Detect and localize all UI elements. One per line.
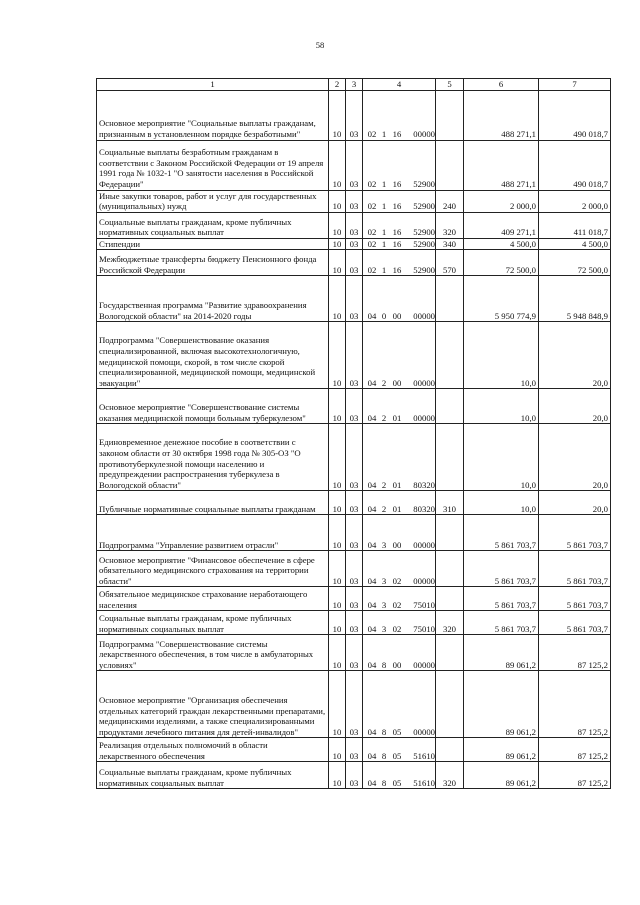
section-code: 10: [329, 90, 346, 140]
target-article-code: [363, 738, 436, 762]
code-part: 51610: [413, 777, 435, 788]
row-name: Стипендии: [97, 238, 329, 250]
expense-type: [436, 738, 464, 762]
target-article-code: [363, 611, 436, 635]
row-name: Социальные выплаты безработным гражданам в соответствии с Законом Российской Федерации от 19 апреля 1991 года № 1032-1 "О занятости населения в Российской Федерации": [97, 140, 329, 190]
amount-year-1: 488 271,1: [464, 140, 539, 190]
row-name: Обязательное медицинское страхование неработающего населения: [97, 587, 329, 611]
amount-year-1: 409 271,1: [464, 212, 539, 238]
code-part: 16: [392, 264, 402, 275]
section-code: 10: [329, 238, 346, 250]
target-article-code: [363, 551, 436, 587]
expense-type: [436, 140, 464, 190]
row-name: Иные закупки товаров, работ и услуг для государственных (муниципальных) нужд: [97, 190, 329, 212]
subsection-code: 03: [346, 762, 363, 789]
amount-year-1: 5 861 703,7: [464, 587, 539, 611]
code-part: 01: [392, 412, 402, 423]
amount-year-2: 5 861 703,7: [539, 611, 611, 635]
amount-year-1: 10,0: [464, 424, 539, 491]
section-code: 10: [329, 587, 346, 611]
code-part: 8: [381, 750, 387, 761]
amount-year-2: 5 861 703,7: [539, 587, 611, 611]
row-name: Подпрограмма "Управление развитием отрасли": [97, 515, 329, 551]
code-part: 52900: [413, 238, 435, 249]
amount-year-1: 5 950 774,9: [464, 276, 539, 322]
code-part: 04: [367, 750, 377, 761]
code-part: 1: [381, 238, 387, 249]
code-part: 3: [381, 599, 387, 610]
target-article-code: [363, 389, 436, 424]
row-name: Межбюджетные трансферты бюджету Пенсионного фонда Российской Федерации: [97, 250, 329, 276]
row-name: Государственная программа "Развитие здравоохранения Вологодской области" на 2014-2020 годы: [97, 276, 329, 322]
expense-type: [436, 635, 464, 671]
code-part: 00000: [413, 726, 435, 737]
subsection-code: 03: [346, 515, 363, 551]
code-part: 75010: [413, 623, 435, 634]
amount-year-1: 10,0: [464, 322, 539, 389]
amount-year-1: 10,0: [464, 389, 539, 424]
amount-year-2: 490 018,7: [539, 90, 611, 140]
target-article-code: [363, 762, 436, 789]
expense-type: [436, 276, 464, 322]
code-part: 16: [392, 179, 402, 189]
code-part: 01: [392, 503, 402, 514]
code-part: 52900: [413, 227, 435, 238]
amount-year-1: 89 061,2: [464, 762, 539, 789]
subsection-code: 03: [346, 389, 363, 424]
code-part: 04: [367, 412, 377, 423]
row-name: Основное мероприятие "Организация обеспечения отдельных категорий граждан лекарственными препаратами, медицинскими изделиями, а также специализированными продуктами лечебного питания для детей-инвалидов": [97, 671, 329, 738]
code-part: 04: [367, 479, 377, 490]
table-row: [97, 276, 611, 322]
amount-year-2: 20,0: [539, 424, 611, 491]
expense-type: [436, 515, 464, 551]
code-part: 00000: [413, 575, 435, 586]
header-row: [97, 79, 611, 91]
row-name: Основное мероприятие "Финансовое обеспечение в сфере обязательного медицинского страхования на территории области": [97, 551, 329, 587]
table-row: [97, 140, 611, 190]
code-part: 16: [392, 129, 402, 139]
header-cell: 3: [346, 79, 363, 91]
amount-year-2: 87 125,2: [539, 671, 611, 738]
target-article-code: [363, 671, 436, 738]
amount-year-2: 4 500,0: [539, 238, 611, 250]
row-name: Реализация отдельных полномочий в области лекарственного обеспечения: [97, 738, 329, 762]
table-row: [97, 671, 611, 738]
expense-type: 320: [436, 212, 464, 238]
table-row: [97, 491, 611, 515]
code-part: 02: [367, 227, 377, 238]
section-code: 10: [329, 491, 346, 515]
code-part: 04: [367, 503, 377, 514]
code-part: 04: [367, 575, 377, 586]
expense-type: 320: [436, 762, 464, 789]
amount-year-2: 5 948 848,9: [539, 276, 611, 322]
section-code: 10: [329, 671, 346, 738]
target-article-code: [363, 424, 436, 491]
header-cell: 1: [97, 79, 329, 91]
row-name: Основное мероприятие "Социальные выплаты гражданам, признанным в установленном порядке безработными": [97, 90, 329, 140]
amount-year-1: 72 500,0: [464, 250, 539, 276]
subsection-code: 03: [346, 587, 363, 611]
section-code: 10: [329, 424, 346, 491]
subsection-code: 03: [346, 250, 363, 276]
code-part: 04: [367, 310, 377, 321]
code-part: 00: [392, 310, 402, 321]
code-part: 02: [392, 623, 402, 634]
code-part: 05: [392, 726, 402, 737]
code-part: 52900: [413, 179, 435, 189]
table-row: [97, 190, 611, 212]
header-cell: 6: [464, 79, 539, 91]
subsection-code: 03: [346, 738, 363, 762]
code-part: 00000: [413, 412, 435, 423]
code-part: 1: [381, 264, 387, 275]
code-part: 02: [392, 599, 402, 610]
subsection-code: 03: [346, 238, 363, 250]
row-name: Публичные нормативные социальные выплаты гражданам: [97, 491, 329, 515]
code-part: 1: [381, 227, 387, 238]
subsection-code: 03: [346, 491, 363, 515]
table-row: [97, 635, 611, 671]
subsection-code: 03: [346, 551, 363, 587]
code-part: 8: [381, 777, 387, 788]
row-name: Основное мероприятие "Совершенствование системы оказания медицинской помощи больным туберкулезом": [97, 389, 329, 424]
code-part: 1: [381, 179, 387, 189]
section-code: 10: [329, 635, 346, 671]
expense-type: [436, 587, 464, 611]
section-code: 10: [329, 762, 346, 789]
target-article-code: [363, 635, 436, 671]
code-part: 52900: [413, 201, 435, 212]
amount-year-1: 5 861 703,7: [464, 551, 539, 587]
table-row: [97, 424, 611, 491]
amount-year-1: 2 000,0: [464, 190, 539, 212]
amount-year-1: 89 061,2: [464, 635, 539, 671]
expense-type: [436, 389, 464, 424]
section-code: 10: [329, 515, 346, 551]
table-row: [97, 762, 611, 789]
code-part: 2: [381, 503, 387, 514]
page-number: 58: [315, 40, 325, 50]
expense-type: [436, 90, 464, 140]
budget-table: [96, 78, 611, 789]
section-code: 10: [329, 322, 346, 389]
code-part: 04: [367, 659, 377, 670]
amount-year-1: 10,0: [464, 491, 539, 515]
amount-year-1: 488 271,1: [464, 90, 539, 140]
amount-year-1: 4 500,0: [464, 238, 539, 250]
table-row: [97, 587, 611, 611]
amount-year-2: 411 018,7: [539, 212, 611, 238]
row-name: Подпрограмма "Совершенствование системы лекарственного обеспечения, в том числе в амбулаторных условиях": [97, 635, 329, 671]
code-part: 00000: [413, 129, 435, 139]
code-part: 05: [392, 777, 402, 788]
amount-year-2: 20,0: [539, 322, 611, 389]
row-name: Единовременное денежное пособие в соответствии с законом области от 30 октября 1998 года № 305-ОЗ "О противотуберкулезной помощи населению и предупреждении распространения туберкулеза в Вологодской области": [97, 424, 329, 491]
table-row: [97, 389, 611, 424]
subsection-code: 03: [346, 671, 363, 738]
section-code: 10: [329, 140, 346, 190]
code-part: 04: [367, 726, 377, 737]
amount-year-2: 2 000,0: [539, 190, 611, 212]
row-name: Социальные выплаты гражданам, кроме публичных нормативных социальных выплат: [97, 762, 329, 789]
code-part: 3: [381, 623, 387, 634]
expense-type: [436, 671, 464, 738]
code-part: 00: [392, 377, 402, 388]
subsection-code: 03: [346, 635, 363, 671]
code-part: 2: [381, 412, 387, 423]
section-code: 10: [329, 738, 346, 762]
amount-year-1: 89 061,2: [464, 671, 539, 738]
target-article-code: [363, 491, 436, 515]
target-article-code: [363, 90, 436, 140]
header-cell: 7: [539, 79, 611, 91]
table-row: [97, 212, 611, 238]
header-cell: 4: [363, 79, 436, 91]
code-part: 04: [367, 377, 377, 388]
section-code: 10: [329, 250, 346, 276]
code-part: 1: [381, 201, 387, 212]
target-article-code: [363, 190, 436, 212]
subsection-code: 03: [346, 140, 363, 190]
row-name: Социальные выплаты гражданам, кроме публичных нормативных социальных выплат: [97, 611, 329, 635]
table-row: [97, 90, 611, 140]
code-part: 00000: [413, 310, 435, 321]
amount-year-2: 5 861 703,7: [539, 515, 611, 551]
table-row: [97, 738, 611, 762]
code-part: 04: [367, 777, 377, 788]
section-code: 10: [329, 212, 346, 238]
amount-year-1: 5 861 703,7: [464, 611, 539, 635]
code-part: 75010: [413, 599, 435, 610]
expense-type: [436, 551, 464, 587]
table-row: [97, 238, 611, 250]
subsection-code: 03: [346, 322, 363, 389]
code-part: 02: [392, 575, 402, 586]
header-cell: 5: [436, 79, 464, 91]
target-article-code: [363, 250, 436, 276]
code-part: 52900: [413, 264, 435, 275]
table-row: [97, 551, 611, 587]
expense-type: 240: [436, 190, 464, 212]
code-part: 02: [367, 238, 377, 249]
code-part: 01: [392, 479, 402, 490]
code-part: 16: [392, 238, 402, 249]
subsection-code: 03: [346, 276, 363, 322]
expense-type: 320: [436, 611, 464, 635]
code-part: 3: [381, 575, 387, 586]
subsection-code: 03: [346, 90, 363, 140]
target-article-code: [363, 276, 436, 322]
code-part: 2: [381, 377, 387, 388]
row-name: Подпрограмма "Совершенствование оказания специализированной, включая высокотехнологичную, медицинской помощи, скорой, в том числе скорой специализированной, медицинской помощи, медицинской эвакуации": [97, 322, 329, 389]
target-article-code: [363, 322, 436, 389]
section-code: 10: [329, 389, 346, 424]
expense-type: 570: [436, 250, 464, 276]
code-part: 3: [381, 539, 387, 550]
amount-year-1: 5 861 703,7: [464, 515, 539, 551]
target-article-code: [363, 515, 436, 551]
code-part: 04: [367, 539, 377, 550]
table-row: [97, 611, 611, 635]
code-part: 05: [392, 750, 402, 761]
code-part: 00000: [413, 659, 435, 670]
target-article-code: [363, 238, 436, 250]
code-part: 80320: [413, 503, 435, 514]
code-part: 0: [381, 310, 387, 321]
subsection-code: 03: [346, 611, 363, 635]
section-code: 10: [329, 276, 346, 322]
amount-year-2: 87 125,2: [539, 635, 611, 671]
target-article-code: [363, 587, 436, 611]
code-part: 00: [392, 539, 402, 550]
header-cell: 2: [329, 79, 346, 91]
table-row: [97, 322, 611, 389]
code-part: 8: [381, 659, 387, 670]
code-part: 8: [381, 726, 387, 737]
amount-year-2: 72 500,0: [539, 250, 611, 276]
expense-type: [436, 322, 464, 389]
section-code: 10: [329, 190, 346, 212]
subsection-code: 03: [346, 190, 363, 212]
target-article-code: [363, 140, 436, 190]
code-part: 02: [367, 201, 377, 212]
code-part: 04: [367, 623, 377, 634]
amount-year-2: 20,0: [539, 389, 611, 424]
amount-year-2: 87 125,2: [539, 762, 611, 789]
code-part: 02: [367, 129, 377, 139]
code-part: 02: [367, 264, 377, 275]
code-part: 2: [381, 479, 387, 490]
subsection-code: 03: [346, 212, 363, 238]
amount-year-2: 5 861 703,7: [539, 551, 611, 587]
expense-type: 340: [436, 238, 464, 250]
table-row: [97, 250, 611, 276]
code-part: 00: [392, 659, 402, 670]
code-part: 00000: [413, 377, 435, 388]
code-part: 80320: [413, 479, 435, 490]
code-part: 16: [392, 201, 402, 212]
code-part: 02: [367, 179, 377, 189]
code-part: 00000: [413, 539, 435, 550]
code-part: 1: [381, 129, 387, 139]
expense-type: 310: [436, 491, 464, 515]
code-part: 51610: [413, 750, 435, 761]
code-part: 04: [367, 599, 377, 610]
amount-year-2: 490 018,7: [539, 140, 611, 190]
section-code: 10: [329, 611, 346, 635]
target-article-code: [363, 212, 436, 238]
amount-year-2: 87 125,2: [539, 738, 611, 762]
row-name: Социальные выплаты гражданам, кроме публичных нормативных социальных выплат: [97, 212, 329, 238]
amount-year-2: 20,0: [539, 491, 611, 515]
expense-type: [436, 424, 464, 491]
subsection-code: 03: [346, 424, 363, 491]
amount-year-1: 89 061,2: [464, 738, 539, 762]
section-code: 10: [329, 551, 346, 587]
code-part: 16: [392, 227, 402, 238]
table-row: [97, 515, 611, 551]
